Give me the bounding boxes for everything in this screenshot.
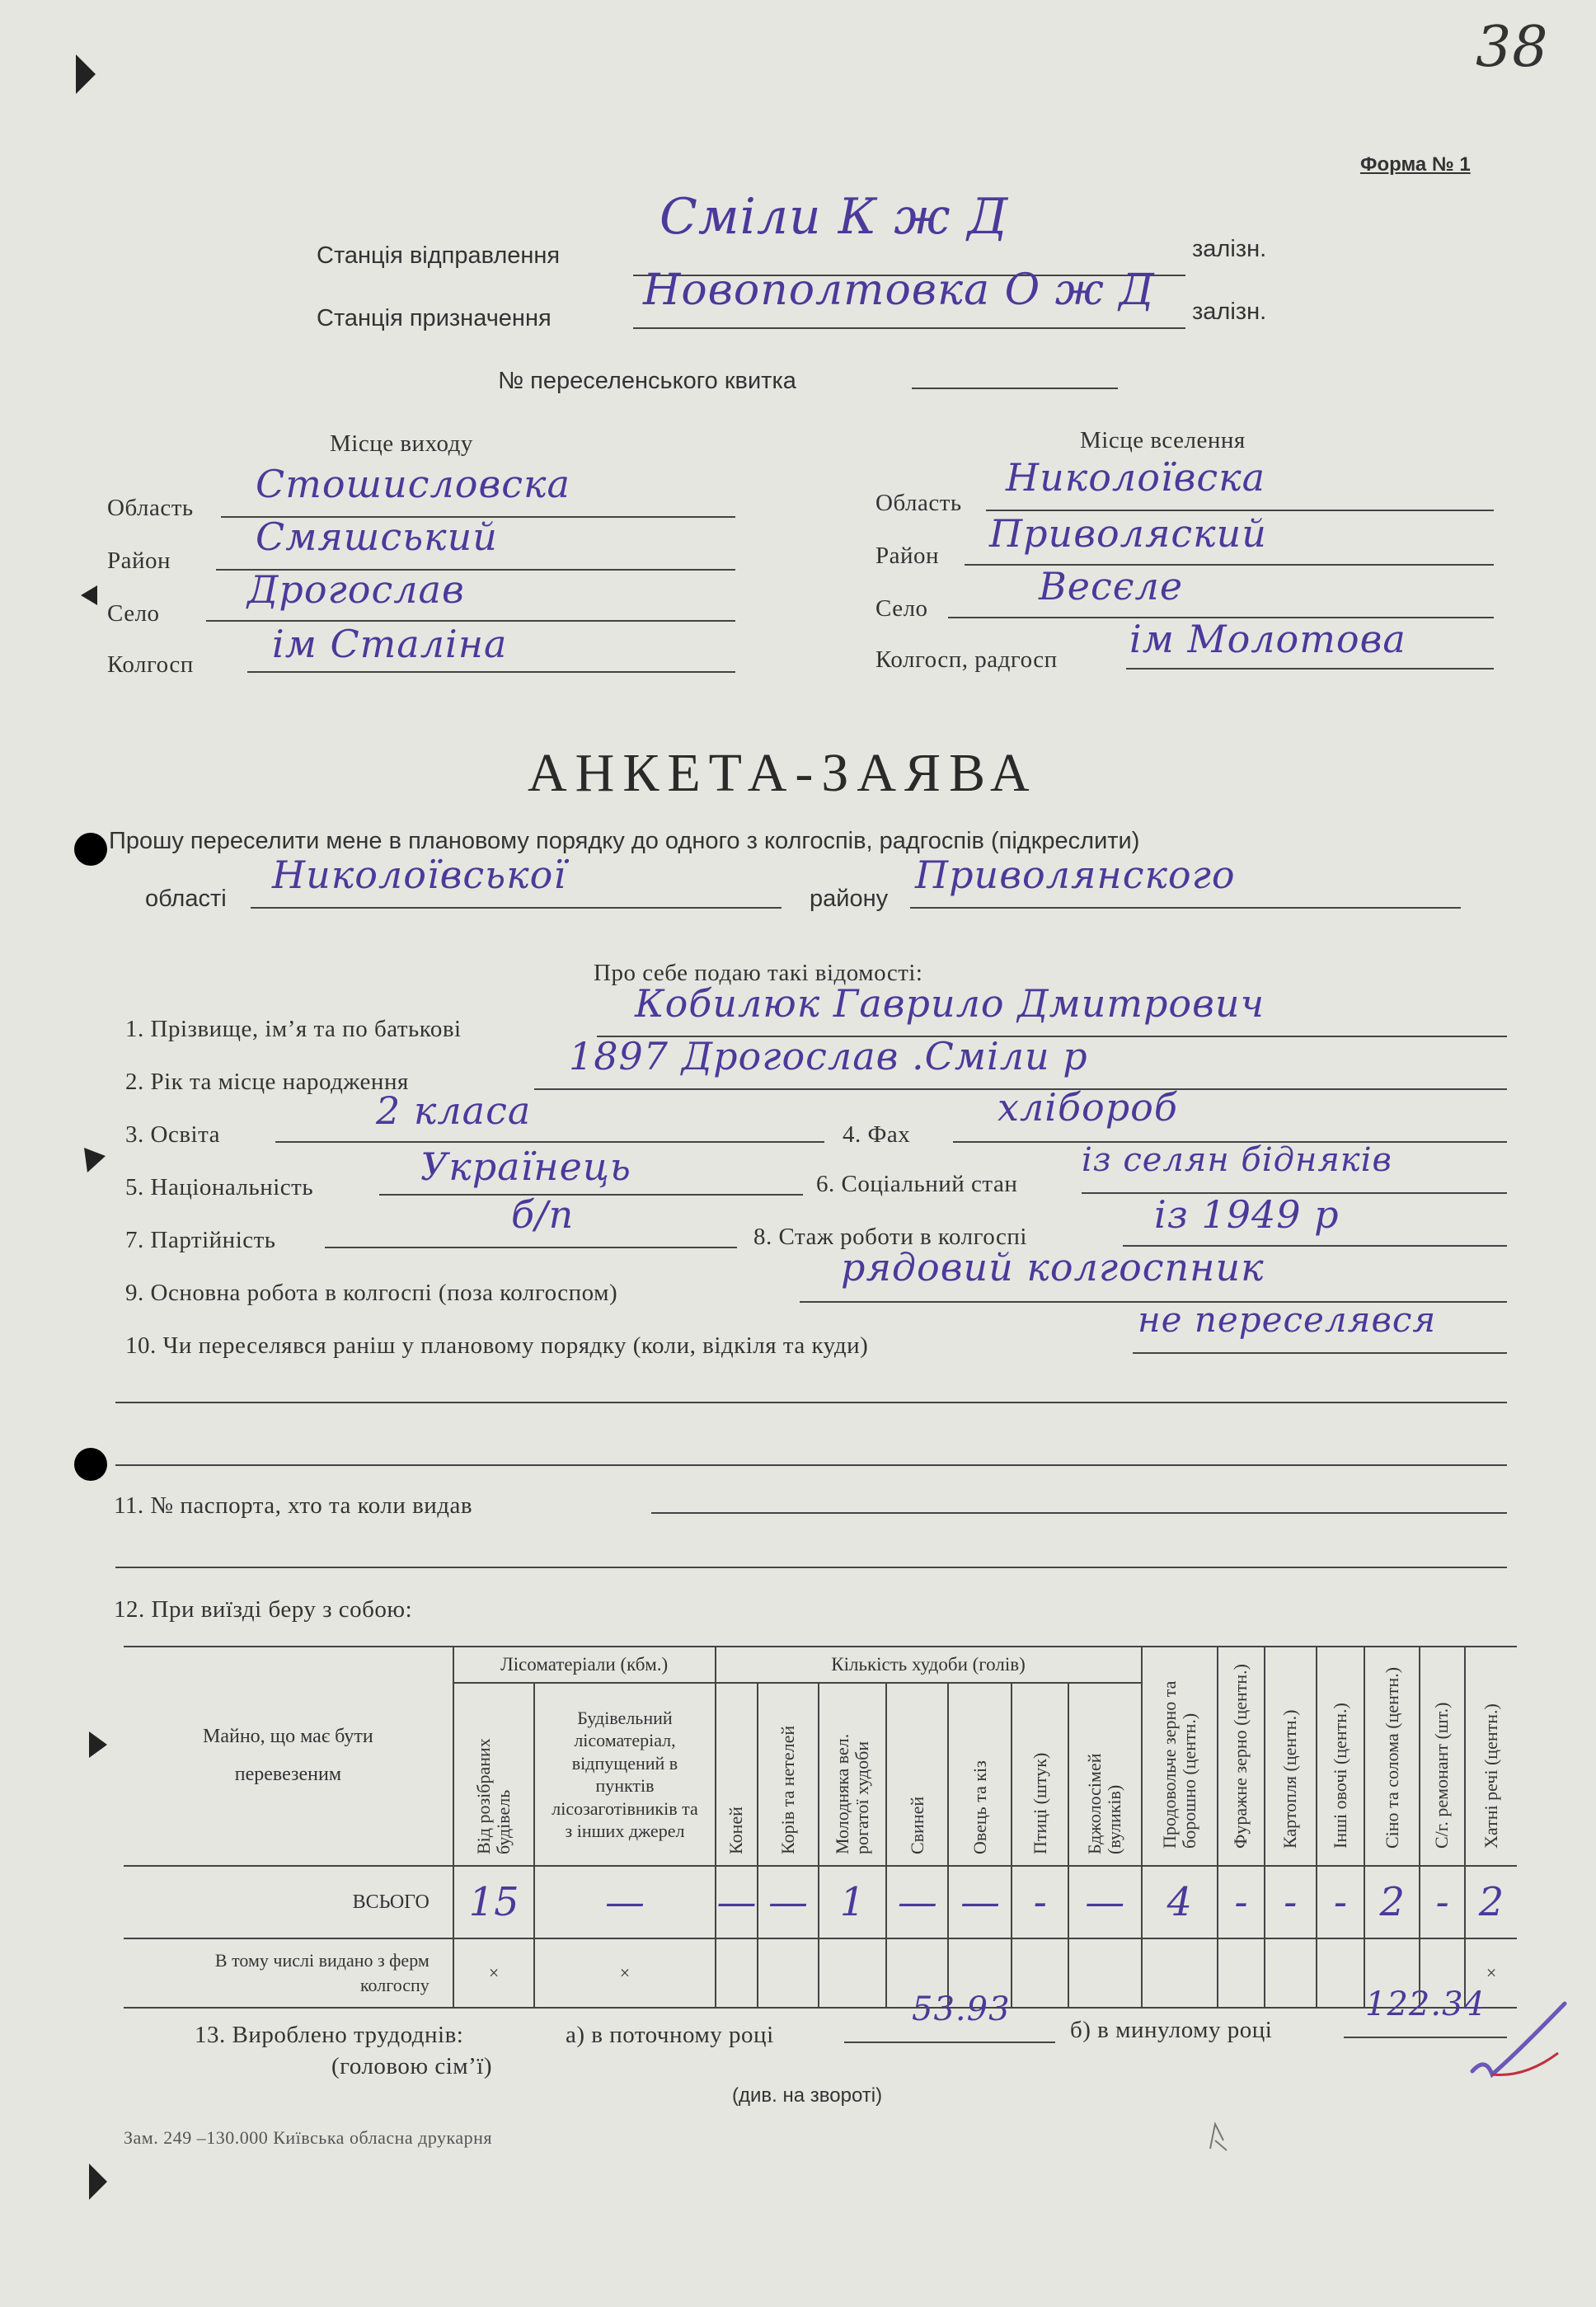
field-2-label: 2. Рік та місце народження xyxy=(125,1069,409,1095)
workdays-current-line xyxy=(844,2042,1055,2043)
departure-station-label: Станція відправлення xyxy=(317,242,561,269)
field-3-line xyxy=(275,1141,824,1143)
request-oblast-label: області xyxy=(145,886,227,912)
total-cell[interactable]: - xyxy=(1420,1866,1465,1938)
request-raion-value[interactable]: Приволянского xyxy=(915,853,1236,897)
form-number: Форма № 1 xyxy=(1360,153,1471,176)
total-cell[interactable]: - xyxy=(1218,1866,1265,1938)
col-header-8: Бджолосімей (вуликів) xyxy=(1084,1753,1125,1854)
goods-table xyxy=(124,1646,1517,2009)
field-1-value[interactable]: Кобилюк Гаврило Дмитрович xyxy=(635,981,1265,1026)
binder-hole-icon xyxy=(74,1448,107,1481)
col-header-cell-5 xyxy=(886,1683,948,1866)
col-header-15: Хатні речі (центн.) xyxy=(1480,1703,1501,1849)
punch-mark-icon xyxy=(79,1136,112,1177)
workdays-current-label: а) в поточному році xyxy=(566,2022,774,2048)
farm-cell[interactable] xyxy=(819,1938,887,2008)
field-11-line-2[interactable] xyxy=(115,1567,1507,1568)
destination-raion-value[interactable]: Приволяский xyxy=(989,511,1267,556)
farm-cell[interactable] xyxy=(1317,1938,1365,2008)
total-cell[interactable]: 4 xyxy=(1142,1866,1218,1938)
total-row-label: ВСЬОГО xyxy=(124,1866,453,1938)
field-6-label: 6. Соціальний стан xyxy=(816,1171,1018,1197)
total-cell[interactable]: — xyxy=(758,1866,818,1938)
ticket-number-label: № переселенського квитка xyxy=(498,368,796,394)
col-header-11: Картопля (центн.) xyxy=(1279,1709,1301,1849)
field-2-value[interactable]: 1897 Дрогослав .Сміли р xyxy=(569,1034,1088,1078)
farm-cell[interactable] xyxy=(716,1938,758,2008)
origin-raion-label: Район xyxy=(107,547,171,574)
ticket-number-line[interactable] xyxy=(912,388,1118,389)
request-raion-label: району xyxy=(810,886,889,912)
field-5-value[interactable]: Українець xyxy=(420,1144,631,1189)
intro-line: Про себе подаю такі відомості: xyxy=(594,960,923,986)
field-10-value[interactable]: не переселявся xyxy=(1138,1299,1437,1340)
field-11-label: 11. № паспорта, хто та коли видав xyxy=(114,1492,473,1519)
field-12-label: 12. При виїзді беру з собою: xyxy=(114,1596,413,1623)
farm-cell[interactable] xyxy=(758,1938,818,2008)
departure-railway-suffix: залізн. xyxy=(1192,236,1267,262)
total-cell[interactable]: 1 xyxy=(819,1866,887,1938)
field-5-label: 5. Національність xyxy=(125,1174,314,1200)
total-cell[interactable]: — xyxy=(948,1866,1012,1938)
request-line: Прошу переселити мене в плановому порядку до одного з колгоспів, радгоспів (підкреслити) xyxy=(109,828,1140,854)
origin-kolhosp-value[interactable]: ім Сталіна xyxy=(272,622,508,666)
field-10-line xyxy=(1133,1352,1507,1354)
punch-mark-icon xyxy=(74,579,107,612)
page-number: 38 xyxy=(1476,15,1549,80)
destination-raion-label: Район xyxy=(875,543,940,569)
punch-mark-icon xyxy=(71,51,104,101)
col-header-13: Сіно та солома (центн.) xyxy=(1381,1666,1402,1849)
request-raion-line xyxy=(910,907,1461,909)
farm-cell[interactable] xyxy=(1218,1938,1265,2008)
pencil-mark-icon xyxy=(1204,2116,1237,2157)
col-header-5: Свиней xyxy=(906,1796,927,1854)
property-header: Майно, що має бути перевезеним xyxy=(203,1726,373,1785)
col-header-cell-14 xyxy=(1420,1647,1465,1866)
origin-oblast-value[interactable]: Стошисловска xyxy=(256,462,570,506)
field-1-label: 1. Прізвище, ім’я та по батькові xyxy=(125,1016,462,1042)
origin-oblast-label: Область xyxy=(107,495,194,521)
arrival-station-label: Станція призначення xyxy=(317,305,552,331)
check-mark-icon xyxy=(1467,1995,1575,2094)
total-cell[interactable]: — xyxy=(716,1866,758,1938)
workdays-current-value[interactable]: 53.93 xyxy=(912,1990,1011,2028)
field-4-label: 4. Фах xyxy=(843,1121,911,1148)
col-header-3: Корів та нетелей xyxy=(777,1725,798,1854)
origin-kolhosp-line xyxy=(247,671,735,673)
binder-hole-icon xyxy=(74,833,107,866)
field-4-value[interactable]: хлібороб xyxy=(998,1085,1178,1130)
col-header-cell-9 xyxy=(1142,1647,1218,1866)
destination-selo-value[interactable]: Весєле xyxy=(1039,564,1184,608)
farm-cell[interactable]: × xyxy=(453,1938,535,2008)
col-header-1: Будівельний лісоматеріал, відпущений в пунктів лісозаготівників та з інших джерел xyxy=(552,1707,698,1841)
field-3-label: 3. Освіта xyxy=(125,1121,220,1148)
total-cell[interactable]: - xyxy=(1317,1866,1365,1938)
workdays-previous-label: б) в минулому році xyxy=(1070,2017,1273,2043)
col-header-cell-2 xyxy=(716,1683,758,1866)
destination-oblast-label: Область xyxy=(875,490,962,516)
col-header-12: Інші овочі (центн.) xyxy=(1329,1703,1350,1849)
farm-cell[interactable] xyxy=(1068,1938,1142,2008)
field-10-line-3[interactable] xyxy=(115,1464,1507,1466)
field-8-label: 8. Стаж роботи в колгоспі xyxy=(753,1224,1027,1250)
field-5-line xyxy=(379,1194,803,1196)
request-oblast-line xyxy=(251,907,782,909)
field-3-value[interactable]: 2 класа xyxy=(376,1088,532,1133)
destination-selo-label: Село xyxy=(875,595,928,622)
field-7-line xyxy=(325,1247,737,1248)
field-7-label: 7. Партійність xyxy=(125,1227,276,1253)
punch-mark-icon xyxy=(82,1723,115,1764)
col-header-cell-4 xyxy=(819,1683,887,1866)
total-cell[interactable]: 15 xyxy=(453,1866,535,1938)
farm-row-label xyxy=(124,1938,453,2008)
col-header-cell-7 xyxy=(1012,1683,1068,1866)
total-cell[interactable]: 2 xyxy=(1364,1866,1420,1938)
total-cell[interactable]: — xyxy=(1068,1866,1142,1938)
total-cell[interactable]: — xyxy=(886,1866,948,1938)
farm-row xyxy=(124,1938,1517,2008)
col-header-cell-6 xyxy=(948,1683,1012,1866)
col-header-7: Птиці (штук) xyxy=(1029,1752,1050,1854)
col-header-cell-13 xyxy=(1364,1647,1420,1866)
destination-kolhosp-value[interactable]: ім Молотова xyxy=(1129,617,1406,661)
farm-row-label-text: В тому числі видано з ферм колгоспу xyxy=(214,1950,430,1995)
col-header-cell-1 xyxy=(534,1683,715,1866)
punch-mark-icon xyxy=(82,2157,115,2206)
destination-oblast-value[interactable]: Николоївска xyxy=(1006,455,1266,500)
farm-cell[interactable]: × xyxy=(534,1938,715,2008)
col-header-cell-10 xyxy=(1218,1647,1265,1866)
total-cell[interactable]: 2 xyxy=(1465,1866,1517,1938)
farm-cell[interactable] xyxy=(1142,1938,1218,2008)
col-header-9: Продовольче зерно та борошно (центн.) xyxy=(1158,1680,1199,1849)
col-header-cell-11 xyxy=(1265,1647,1317,1866)
farm-cell[interactable] xyxy=(1012,1938,1068,2008)
departure-station-value[interactable]: Сміли К ж Д xyxy=(660,188,1009,246)
col-header-cell-0 xyxy=(453,1683,535,1866)
destination-kolhosp-label: Колгосп, радгосп xyxy=(875,646,1058,673)
timber-group-header: Лісоматеріали (кбм.) xyxy=(453,1647,716,1683)
farm-cell[interactable]: × xyxy=(1465,1938,1517,2008)
arrival-railway-suffix: залізн. xyxy=(1192,298,1267,325)
total-cell[interactable]: — xyxy=(534,1866,715,1938)
col-header-cell-8 xyxy=(1068,1683,1142,1866)
origin-kolhosp-label: Колгосп xyxy=(107,651,194,678)
field-7-value[interactable]: б/п xyxy=(511,1192,575,1237)
request-oblast-value[interactable]: Николоївської xyxy=(272,853,567,897)
field-10-label: 10. Чи переселявся раніш у плановому порядку (коли, відкіля та куди) xyxy=(125,1332,869,1359)
total-row xyxy=(124,1866,1517,1938)
workdays-previous-value[interactable]: 122.34 xyxy=(1365,1985,1486,2023)
origin-header: Місце виходу xyxy=(330,430,473,457)
col-header-cell-12 xyxy=(1317,1647,1365,1866)
col-header-cell-3 xyxy=(758,1683,818,1866)
farm-cell[interactable] xyxy=(1265,1938,1317,2008)
col-header-2: Коней xyxy=(725,1807,747,1854)
origin-raion-value[interactable]: Смяшський xyxy=(256,514,498,559)
col-header-0: Від розібраних будівель xyxy=(472,1738,514,1854)
col-header-4: Молодняка вел. рогатої худоби xyxy=(831,1733,872,1854)
total-cell[interactable]: - xyxy=(1265,1866,1317,1938)
destination-header: Місце вселення xyxy=(1080,427,1246,453)
arrival-line xyxy=(633,327,1185,329)
field-8-value[interactable]: із 1949 р xyxy=(1154,1192,1340,1237)
cattle-group-header: Кількість худоби (голів) xyxy=(716,1647,1142,1683)
see-reverse-note: (див. на звороті) xyxy=(732,2084,883,2107)
workdays-label: 13. Вироблено трудоднів: xyxy=(195,2022,464,2048)
arrival-station-value[interactable]: Новополтовка О ж Д xyxy=(643,265,1155,315)
printer-imprint: Зам. 249 –130.000 Київська обласна друкарня xyxy=(124,2127,493,2148)
document-title: АНКЕТА-ЗАЯВА xyxy=(528,743,1038,803)
field-9-value[interactable]: рядовий колгоспник xyxy=(841,1245,1265,1290)
origin-selo-value[interactable]: Дрогослав xyxy=(247,567,465,612)
field-6-value[interactable]: із селян бідняків xyxy=(1082,1141,1392,1179)
field-11-line[interactable] xyxy=(651,1512,1507,1514)
field-9-label: 9. Основна робота в колгоспі (поза колгоспом) xyxy=(125,1280,618,1306)
total-cell[interactable]: - xyxy=(1012,1866,1068,1938)
origin-selo-label: Село xyxy=(107,600,160,627)
property-header-cell xyxy=(124,1647,453,1866)
field-10-line-2[interactable] xyxy=(115,1402,1507,1403)
col-header-cell-15 xyxy=(1465,1647,1517,1866)
workdays-sub-label: (головою сім’ї) xyxy=(331,2053,492,2079)
col-header-10: Фуражне зерно (центн.) xyxy=(1230,1664,1251,1849)
col-header-6: Овець та кіз xyxy=(969,1760,990,1854)
destination-kolhosp-line xyxy=(1126,668,1494,670)
col-header-14: С/г. ремонант (шт.) xyxy=(1431,1702,1453,1849)
